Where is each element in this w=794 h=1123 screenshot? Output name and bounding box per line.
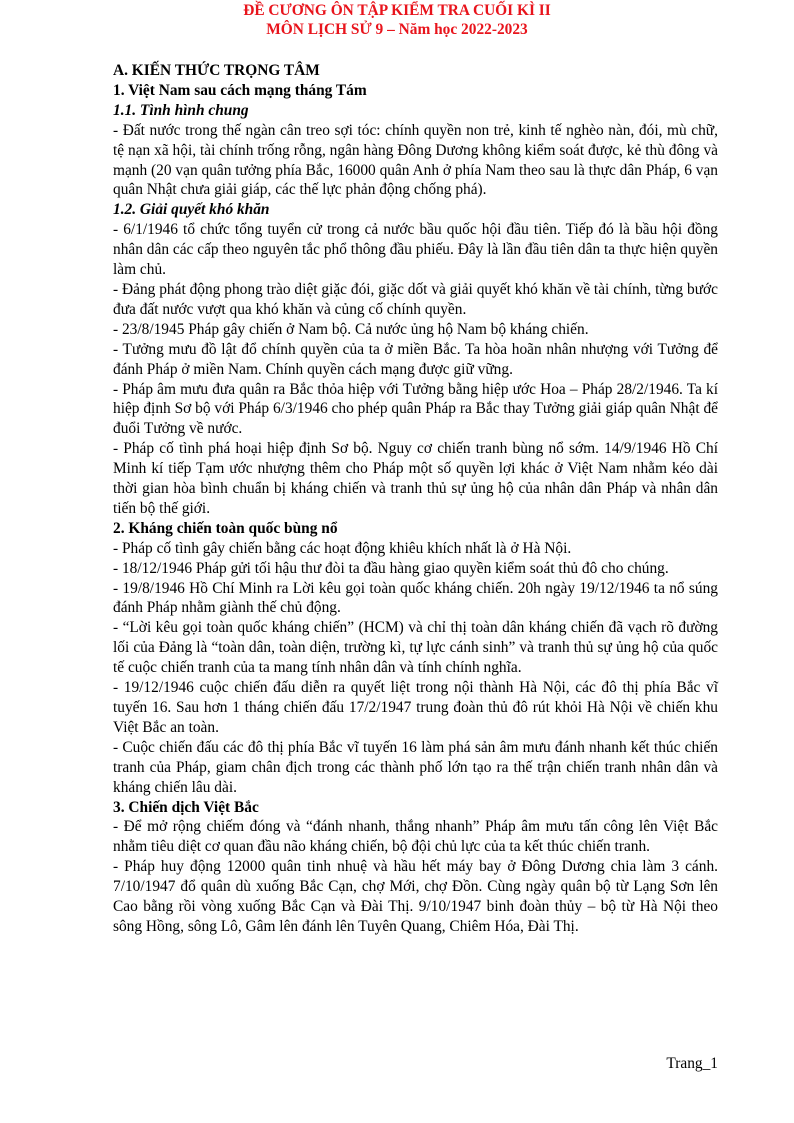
document-subtitle: MÔN LỊCH SỬ 9 – Năm học 2022-2023 <box>266 21 528 38</box>
section-heading: A. KIẾN THỨC TRỌNG TÂM <box>113 62 320 79</box>
paragraph: - 19/8/1946 Hồ Chí Minh ra Lời kêu gọi toàn quốc kháng chiến. 20h ngày 19/12/1946 ta nổ súng đánh Pháp nhằm giành thế chủ động. <box>113 579 718 617</box>
page-number: Trang_1 <box>666 1055 718 1072</box>
paragraph: - Pháp cố tình gây chiến bằng các hoạt động khiêu khích nhất là ở Hà Nội. <box>113 539 572 557</box>
paragraph: - Tưởng mưu đồ lật đổ chính quyền của ta ở miền Bắc. Ta hòa hoãn nhân nhượng với Tưởng để đánh Pháp ở miền Nam. Chính quyền cách mạng được giữ vững. <box>113 340 718 378</box>
paragraph: - Để mở rộng chiếm đóng và “đánh nhanh, thắng nhanh” Pháp âm mưu tấn công lên Việt Bắc nhằm tiêu diệt cơ quan đầu não kháng chiến, bộ đội chủ lực của ta kết thúc chiến tranh. <box>113 818 718 856</box>
subheading-1-1: 1.1. Tình hình chung <box>113 101 249 119</box>
heading-3: 3. Chiến dịch Việt Bắc <box>113 798 259 816</box>
heading-2: 2. Kháng chiến toàn quốc bùng nổ <box>113 519 338 537</box>
paragraph: - “Lời kêu gọi toàn quốc kháng chiến” (HCM) và chỉ thị toàn dân kháng chiến đã vạch rõ đường lối của Đảng là “toàn dân, toàn diện, trường kì, tự lực cánh sinh” và tranh thủ sự ủng hộ của quốc tế cuộc chiến tranh của ta mang tính nhân dân và tính chính nghĩa. <box>113 619 718 677</box>
paragraph: - Đất nước trong thế ngàn cân treo sợi tóc: chính quyền non trẻ, kinh tế nghèo nàn, đói, mù chữ, tệ nạn xã hội, tài chính trống rỗng, ngân hàng Đông Dương không kiểm soát được, kẻ thù đông và mạnh (20 vạn quân tưởng phía Bắc, 16000 quân Anh ở phía Nam theo sau là thực dân Pháp, 6 vạn quân Nhật chưa giải giáp, các thế lực phản động chống phá). <box>113 121 718 199</box>
document-title: ĐỀ CƯƠNG ÔN TẬP KIỂM TRA CUỐI KÌ II <box>243 2 551 19</box>
paragraph: - 19/12/1946 cuộc chiến đấu diễn ra quyết liệt trong nội thành Hà Nội, các đô thị phía Bắc vĩ tuyến 16. Sau hơn 1 tháng chiến đấu 17/2/1947 trung đoàn thủ đô rút khỏi Hà Nội về chiến khu Việt Bắc an toàn. <box>113 679 718 736</box>
paragraph: - Đảng phát động phong trào diệt giặc đói, giặc dốt và giải quyết khó khăn về tài chính, từng bước đưa đất nước vượt qua khó khăn và củng cố chính quyền. <box>113 280 718 318</box>
paragraph: - 23/8/1945 Pháp gây chiến ở Nam bộ. Cả nước ủng hộ Nam bộ kháng chiến. <box>113 320 589 338</box>
heading-1: 1. Việt Nam sau cách mạng tháng Tám <box>113 81 367 99</box>
subheading-1-2: 1.2. Giải quyết khó khăn <box>113 201 270 219</box>
paragraph: - Cuộc chiến đấu các đô thị phía Bắc vĩ tuyến 16 làm phá sản âm mưu đánh nhanh kết thúc chiến tranh của Pháp, giam chân địch trong các thành phố lớn tạo ra thế trận chiến tranh nhân dân và kháng chiến lâu dài. <box>113 738 718 796</box>
paragraph: - Pháp huy động 12000 quân tinh nhuệ và hầu hết máy bay ở Đông Dương chia làm 3 cánh. 7/10/1947 đổ quân dù xuống Bắc Cạn, chợ Mới, chợ Đồn. Cùng ngày quân bộ từ Lạng Sơn lên Cao bằng rồi vòng xuống Bắc Cạn và Đài Thị. 9/10/1947 binh đoàn thủy – bộ từ Hà Nội theo sông Hồng, sông Lô, Gâm lên đánh lên Tuyên Quang, Chiêm Hóa, Đài Thị. <box>113 858 718 935</box>
document-body <box>113 61 718 937</box>
document-header <box>0 1 794 39</box>
paragraph: - Pháp âm mưu đưa quân ra Bắc thỏa hiệp với Tưởng bằng hiệp ước Hoa – Pháp 28/2/1946. Ta kí hiệp định Sơ bộ với Pháp 6/3/1946 cho phép quân Pháp ra Bắc thay Tưởng giải giáp quân Nhật để đuổi Tưởng về nước. <box>113 380 718 438</box>
paragraph: - 6/1/1946 tổ chức tổng tuyển cử trong cả nước bầu quốc hội đầu tiên. Tiếp đó là bầu hội đồng nhân dân các cấp theo nguyên tắc phổ thông đầu phiếu. Đây là lần đầu tiên dân ta thực hiện quyền làm chủ. <box>113 221 718 279</box>
paragraph: - Pháp cố tình phá hoại hiệp định Sơ bộ. Nguy cơ chiến tranh bùng nổ sớm. 14/9/1946 Hồ Chí Minh kí tiếp Tạm ước nhượng thêm cho Pháp một số quyền lợi khác ở Việt Nam nhằm kéo dài thời gian hòa bình chuẩn bị kháng chiến và tranh thủ sự ủng hộ của nhân dân Pháp và nhân dân tiến bộ thế giới. <box>113 440 718 517</box>
paragraph: - 18/12/1946 Pháp gửi tối hậu thư đòi ta đầu hàng giao quyền kiểm soát thủ đô cho chúng. <box>113 559 669 577</box>
